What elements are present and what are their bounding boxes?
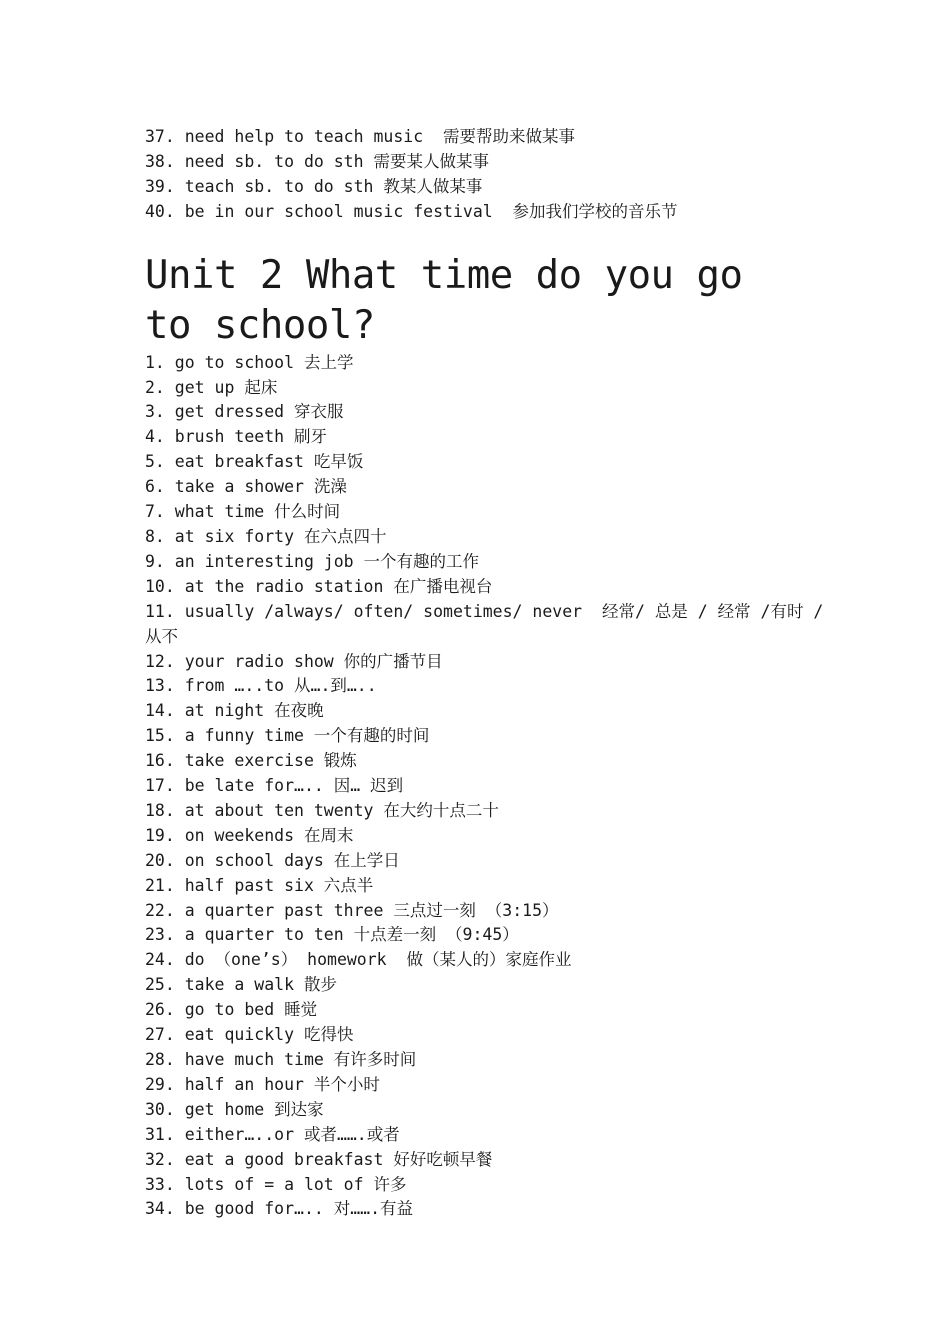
list-item: 21. half past six 六点半 (145, 875, 374, 895)
list-item: 32. eat a good breakfast 好好吃顿早餐 (145, 1149, 493, 1169)
list-item: 19. on weekends 在周末 (145, 825, 354, 845)
list-item: 25. take a walk 散步 (145, 975, 337, 995)
list-item: 28. have much time 有许多时间 (145, 1050, 417, 1069)
list-item: 22. a quarter past three 三点过一刻 （3:15） (145, 900, 559, 920)
list-item: 30. get home 到达家 (145, 1099, 324, 1119)
list-item: 24. do （one’s） homework 做（某人的）家庭作业 (145, 950, 572, 970)
list-item: 26. go to bed 睡觉 (145, 1000, 318, 1020)
list-item: 29. half an hour 半个小时 (145, 1074, 380, 1094)
list-item: 3. get dressed 穿衣服 (145, 402, 344, 422)
list-item: 27. eat quickly 吃得快 (145, 1025, 354, 1045)
list-item: 16. take exercise 锻炼 (145, 751, 357, 771)
list-item: 8. at six forty 在六点四十 (145, 526, 387, 546)
document-page (145, 125, 835, 1222)
list-item: 34. be good for….. 对…….有益 (145, 1199, 414, 1219)
list-item: 7. what time 什么时间 (145, 502, 341, 522)
list-item: 33. lots of = a lot of 许多 (145, 1174, 407, 1194)
unit2-phrase-list (145, 351, 835, 1223)
list-item: 17. be late for….. 因… 迟到 (145, 776, 404, 796)
list-item: 4. brush teeth 刷牙 (145, 427, 328, 447)
list-item: 18. at about ten twenty 在大约十点二十 (145, 800, 499, 820)
list-item: 14. at night 在夜晚 (145, 701, 324, 721)
list-item: 39. teach sb. to do sth 教某人做某事 (145, 176, 483, 196)
list-item: 40. be in our school music festival 参加我们学校的音乐节 (145, 201, 678, 221)
list-item: 5. eat breakfast 吃早饭 (145, 452, 364, 472)
prev-phrase-list (145, 125, 835, 225)
list-item: 10. at the radio station 在广播电视台 (145, 576, 493, 596)
list-item: 12. your radio show 你的广播节目 (145, 651, 443, 671)
list-item: 15. a funny time 一个有趣的时间 (145, 726, 430, 746)
list-item: 9. an interesting job 一个有趣的工作 (145, 551, 480, 571)
unit-title: Unit 2 What time do you go to school? (145, 252, 766, 348)
list-item: 2. get up 起床 (145, 377, 278, 397)
list-item: 6. take a shower 洗澡 (145, 477, 347, 497)
list-item: 11. usually /always/ often/ sometimes/ never 经常/ 总是 / 经常 /有时 / 从不 (145, 601, 834, 646)
list-item: 20. on school days 在上学日 (145, 850, 400, 870)
list-item: 13. from …..to 从….到….. (145, 676, 377, 696)
list-item: 38. need sb. to do sth 需要某人做某事 (145, 151, 489, 171)
list-item: 1. go to school 去上学 (145, 352, 354, 372)
list-item: 23. a quarter to ten 十点差一刻 （9:45） (145, 925, 519, 945)
list-item: 37. need help to teach music 需要帮助来做某事 (145, 127, 576, 146)
list-item: 31. either…..or 或者…….或者 (145, 1124, 400, 1144)
